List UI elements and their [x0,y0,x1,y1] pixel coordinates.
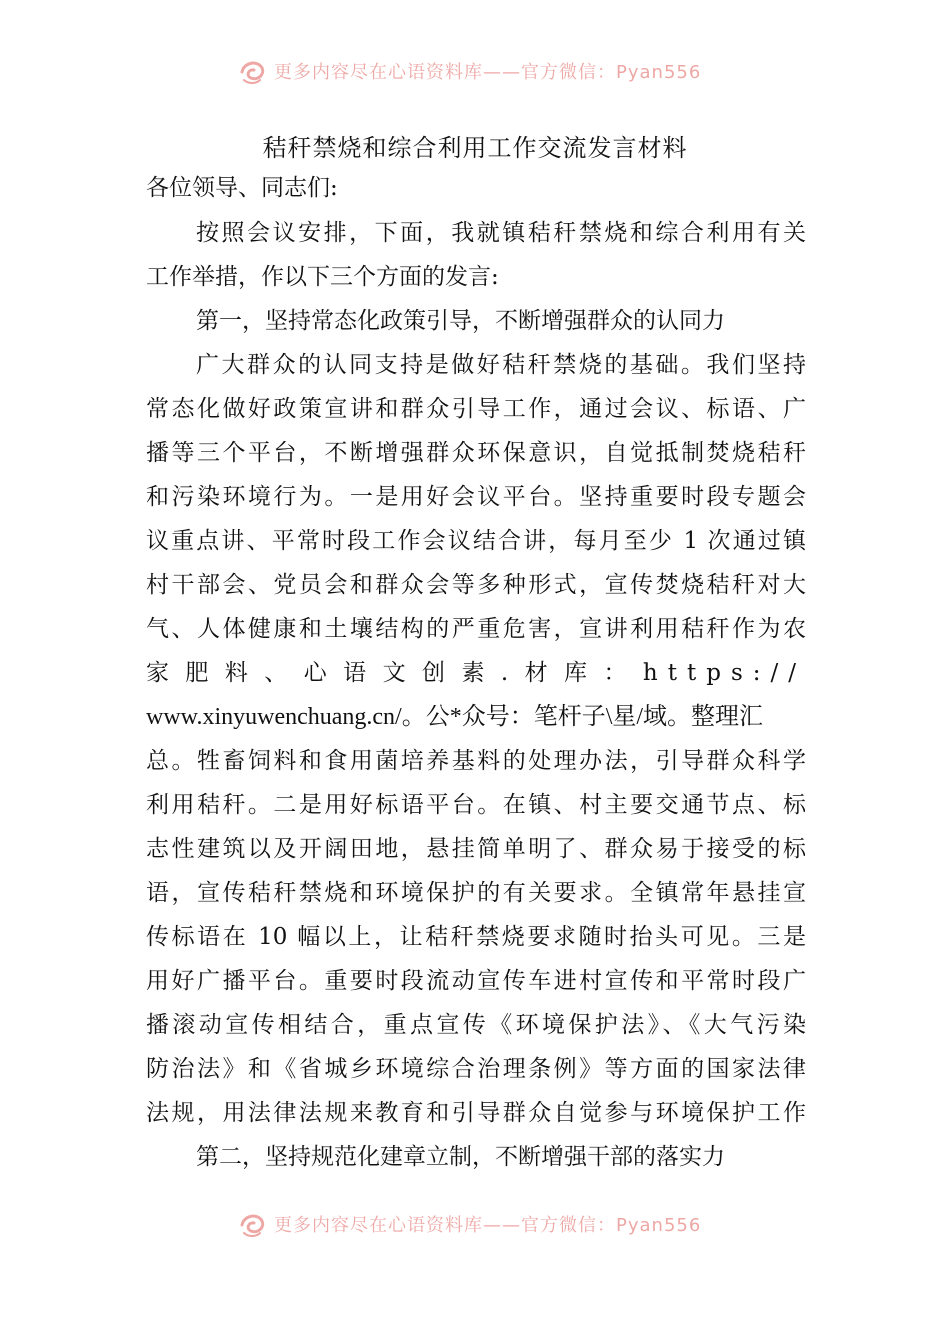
header-watermark [238,54,718,88]
paragraph-line: 常态化做好政策宣讲和群众引导工作，通过会议、标语、广 [146,396,806,422]
paragraph-line: 按照会议安排，下面，我就镇秸秆禁烧和综合利用有关 [196,220,806,246]
paragraph-line: 法规，用法律法规来教育和引导群众自觉参与环境保护工作 [146,1100,806,1126]
watermark-text: 更多内容尽在心语资料库——官方微信：Pyan556 [274,1215,702,1236]
paragraph-line: 播等三个平台，不断增强群众环保意识，自觉抵制焚烧秸秆 [146,440,806,466]
paragraph-line: 村干部会、党员会和群众会等多种形式，宣传焚烧秸秆对大 [146,572,806,598]
swirl-logo-icon [238,56,268,86]
paragraph-line: 气、人体健康和土壤结构的严重危害，宣讲利用秸秆作为农 [146,616,806,642]
footer-watermark [238,1207,718,1241]
paragraph-line: www.xinyuwenchuang.cn/。公*众号：笔杆子\星/域。整理汇 [146,704,764,730]
section-heading: 第二，坚持规范化建章立制，不断增强干部的落实力 [196,1144,725,1170]
paragraph-line: 广大群众的认同支持是做好秸秆禁烧的基础。我们坚持 [196,352,806,378]
paragraph-line: 播滚动宣传相结合，重点宣传《环境保护法》、《大气污染 [146,1012,806,1038]
paragraph-line: 利用秸秆。二是用好标语平台。在镇、村主要交通节点、标 [146,792,806,818]
paragraph-line: 语，宣传秸秆禁烧和环境保护的有关要求。全镇常年悬挂宣 [146,880,806,906]
paragraph-line: 防治法》和《省城乡环境综合治理条例》等方面的国家法律 [146,1056,806,1082]
swirl-logo-icon [238,1209,268,1239]
paragraph-line: 工作举措，作以下三个方面的发言: [146,264,499,290]
section-heading: 第一，坚持常态化政策引导，不断增强群众的认同力 [196,308,725,334]
paragraph-line: 用好广播平台。重要时段流动宣传车进村宣传和平常时段广 [146,968,806,994]
paragraph-line: 议重点讲、平常时段工作会议结合讲，每月至少 1 次通过镇 [146,528,806,554]
paragraph-line: 志性建筑以及开阔田地，悬挂简单明了、群众易于接受的标 [146,836,806,862]
document-title: 秸秆禁烧和综合利用工作交流发言材料 [262,134,688,162]
paragraph-line: 家肥料、心语文创素.材库：https:// [146,660,806,686]
watermark-text: 更多内容尽在心语资料库——官方微信：Pyan556 [274,62,702,83]
salutation: 各位领导、同志们: [146,175,338,201]
paragraph-line: 和污染环境行为。一是用好会议平台。坚持重要时段专题会 [146,484,806,510]
paragraph-line: 传标语在 10 幅以上，让秸秆禁烧要求随时抬头可见。三是 [146,924,806,950]
paragraph-line: 总。牲畜饲料和食用菌培养基料的处理办法，引导群众科学 [146,748,806,774]
